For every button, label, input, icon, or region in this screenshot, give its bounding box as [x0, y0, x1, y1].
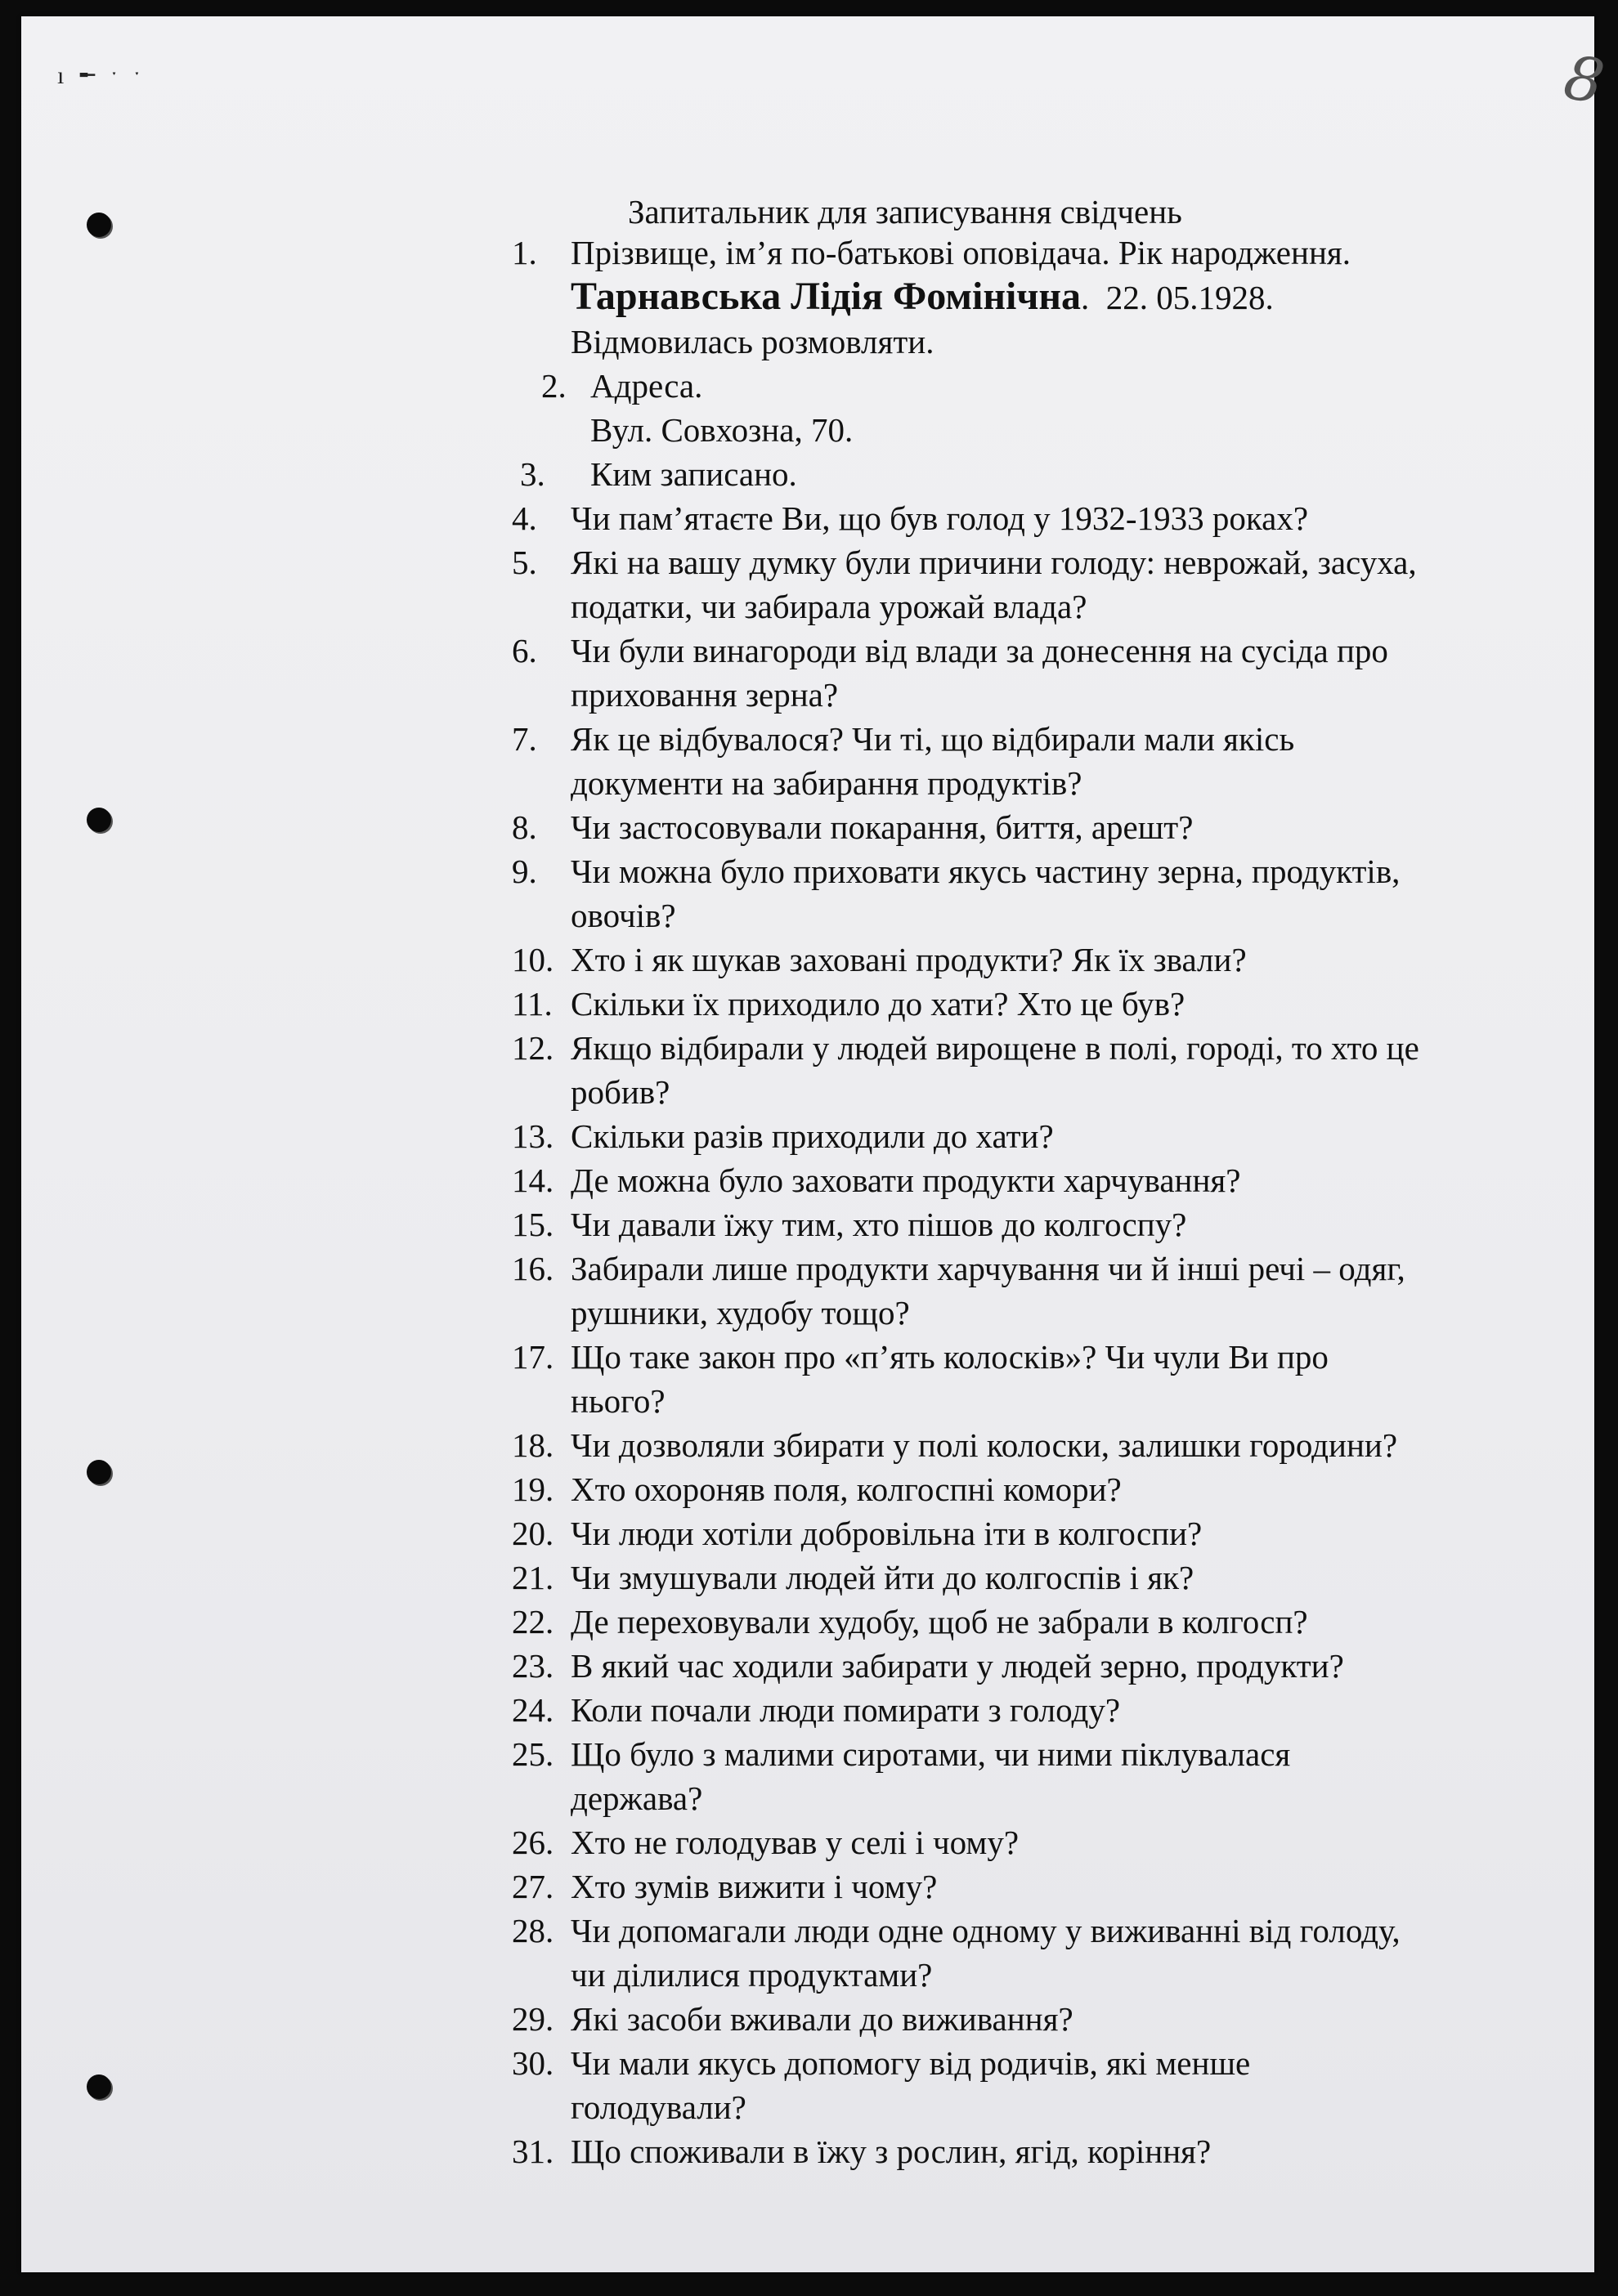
item-text-line-2: нього?: [571, 1382, 666, 1420]
item-number: 8.: [512, 808, 537, 846]
list-item: [512, 1511, 1575, 1555]
item-text: Чи застосовували покарання, биття, арешт?: [571, 808, 1194, 846]
item-number: 9.: [512, 853, 537, 890]
item-text-line-1: Що було з малими сиротами, чи ними піклувалася: [571, 1735, 1291, 1773]
item-text: В який час ходили забирати у людей зерно, продукти?: [571, 1647, 1344, 1685]
item-text: Чи давали їжу тим, хто пішов до колгоспу?: [571, 1206, 1187, 1243]
respondent-note: Відмовилась розмовляти.: [571, 323, 934, 360]
item-text-line-1: Що таке закон про «п’ять колосків»? Чи чули Ви про: [571, 1338, 1329, 1376]
item-text: Чи змушували людей йти до колгоспів і як?: [571, 1559, 1194, 1596]
item-text: Прізвище, ім’я по-батькові оповідача. Рік народження.: [571, 234, 1351, 271]
list-item: [512, 1114, 1575, 1158]
respondent-name: Тарнавська Лідія Фомінічна: [571, 275, 1082, 318]
item-text: Хто охороняв поля, колгоспні комори?: [571, 1470, 1122, 1508]
item-number: 22.: [512, 1603, 554, 1640]
item-number: 18.: [512, 1426, 554, 1464]
item-number: 20.: [512, 1515, 554, 1552]
item-text: Ким записано.: [590, 455, 797, 493]
item-text-line-2: документи на забирання продуктів?: [571, 764, 1082, 802]
item-number: 23.: [512, 1647, 554, 1685]
item-number: 4.: [512, 499, 537, 537]
list-item: [512, 1909, 1575, 1997]
item-number: 31.: [512, 2133, 554, 2170]
respondent-birth-date: 22. 05.1928.: [1105, 279, 1274, 316]
item-text: Коли почали люди помирати з голоду?: [571, 1691, 1121, 1729]
list-item: [512, 540, 1575, 629]
item-text: Чи пам’ятаєте Ви, що був голод у 1932-1933 роках?: [571, 499, 1309, 537]
item-text-line-1: Якщо відбирали у людей вирощене в полі, городі, то хто це: [571, 1029, 1419, 1067]
item-text: Скільки їх приходило до хати? Хто це був?: [571, 985, 1185, 1023]
list-item: [512, 1864, 1575, 1909]
handwritten-page-number: 8: [1558, 42, 1610, 119]
list-item: [512, 1246, 1575, 1335]
item-text: Адреса.: [590, 367, 703, 405]
document-page: [21, 16, 1610, 2272]
corner-mark: ı ╾ ˑ ˑ: [57, 62, 146, 89]
item-number: 16.: [512, 1250, 554, 1287]
item-text-line-1: Чи мали якусь допомогу від родичів, які менше: [571, 2044, 1251, 2082]
item-number: 5.: [512, 544, 537, 581]
list-item: [512, 1158, 1575, 1202]
item-number: 27.: [512, 1868, 554, 1905]
list-item: [512, 805, 1575, 849]
list-item: [512, 496, 1575, 540]
list-item: [512, 1555, 1575, 1600]
item-number: 10.: [512, 941, 554, 978]
list-item: [512, 1467, 1575, 1511]
item-number: 29.: [512, 2000, 554, 2038]
item-number: 12.: [512, 1029, 554, 1067]
item-number: 14.: [512, 1161, 554, 1199]
item-text: Хто і як шукав заховані продукти? Як їх звали?: [571, 941, 1247, 978]
item-text: Хто зумів вижити і чому?: [571, 1868, 938, 1905]
item-text: Які засоби вживали до виживання?: [571, 2000, 1073, 2038]
item-number: 19.: [512, 1470, 554, 1508]
item-number: 3.: [520, 455, 545, 493]
item-number: 13.: [512, 1117, 554, 1155]
item-text-line-2: робив?: [571, 1073, 670, 1111]
list-item: [512, 1335, 1575, 1423]
item-number: 24.: [512, 1691, 554, 1729]
list-item: [512, 1202, 1575, 1246]
respondent-line: Тарнавська Лідія Фомінічна. 22. 05.1928.: [571, 275, 1274, 318]
list-item: [512, 1026, 1575, 1114]
list-item: [512, 452, 1575, 496]
item-text: Що споживали в їжу з рослин, ягід, коріння?: [571, 2133, 1212, 2170]
list-item: [512, 230, 1575, 275]
item-text-line-2: держава?: [571, 1779, 703, 1817]
item-number: 7.: [512, 720, 537, 758]
list-item: [512, 849, 1575, 938]
item-text: Чи люди хотіли добровільна іти в колгоспи?: [571, 1515, 1203, 1552]
item-text-line-2: овочів?: [571, 897, 676, 934]
item-text: Де переховували худобу, щоб не забрали в колгосп?: [571, 1603, 1308, 1640]
list-item: [512, 629, 1575, 717]
list-item: [512, 938, 1575, 982]
item-text-line-1: Чи були винагороди від влади за донесення на сусіда про: [571, 632, 1388, 669]
item-number: 1.: [512, 234, 537, 271]
item-text-line-1: Чи допомагали люди одне одному у виживанні від голоду,: [571, 1912, 1401, 1949]
item-text-line-2: голодували?: [571, 2088, 746, 2126]
item-text: Скільки разів приходили до хати?: [571, 1117, 1054, 1155]
item-number: 6.: [512, 632, 537, 669]
list-item: [512, 1820, 1575, 1864]
punch-hole: [87, 213, 111, 237]
item-number: 17.: [512, 1338, 554, 1376]
punch-hole: [87, 808, 111, 832]
item-text: Чи дозволяли збирати у полі колоски, залишки городини?: [571, 1426, 1398, 1464]
list-item: [512, 1600, 1575, 1644]
questionnaire-list: [512, 230, 1575, 2173]
item-number: 15.: [512, 1206, 554, 1243]
item-number: 26.: [512, 1824, 554, 1861]
list-item: [512, 2129, 1575, 2173]
item-text-line-1: Як це відбувалося? Чи ті, що відбирали мали якісь: [571, 720, 1295, 758]
list-item: [512, 2041, 1575, 2129]
list-item: [512, 717, 1575, 805]
list-item: [512, 364, 1575, 408]
item-number: 30.: [512, 2044, 554, 2082]
item-text-line-2: податки, чи забирала урожай влада?: [571, 588, 1087, 625]
item-text-line-1: Які на вашу думку були причини голоду: неврожай, засуха,: [571, 544, 1417, 581]
list-item: [512, 1644, 1575, 1688]
punch-hole: [87, 1460, 111, 1484]
document-title: Запитальник для записування свідчень: [628, 193, 1182, 230]
item-number: 2.: [541, 367, 567, 405]
item-text-line-1: Забирали лише продукти харчування чи й інші речі – одяг,: [571, 1250, 1405, 1287]
item-text-line-1: Чи можна було приховати якусь частину зерна, продуктів,: [571, 853, 1401, 890]
punch-hole: [87, 2074, 111, 2099]
list-item: [512, 982, 1575, 1026]
list-item: [512, 1732, 1575, 1820]
list-item: [512, 1997, 1575, 2041]
item-text: Хто не голодував у селі і чому?: [571, 1824, 1020, 1861]
item-text-line-2: чи ділилися продуктами?: [571, 1956, 933, 1994]
list-item: [512, 1423, 1575, 1467]
item-number: 11.: [512, 985, 553, 1023]
item-number: 21.: [512, 1559, 554, 1596]
item-text-line-2: приховання зерна?: [571, 676, 839, 714]
item-number: 25.: [512, 1735, 554, 1773]
respondent-address: Вул. Совхозна, 70.: [590, 411, 854, 449]
item-number: 28.: [512, 1912, 554, 1949]
item-text: Де можна було заховати продукти харчування?: [571, 1161, 1241, 1199]
item-text-line-2: рушники, худобу тощо?: [571, 1294, 910, 1332]
list-item: [512, 1688, 1575, 1732]
